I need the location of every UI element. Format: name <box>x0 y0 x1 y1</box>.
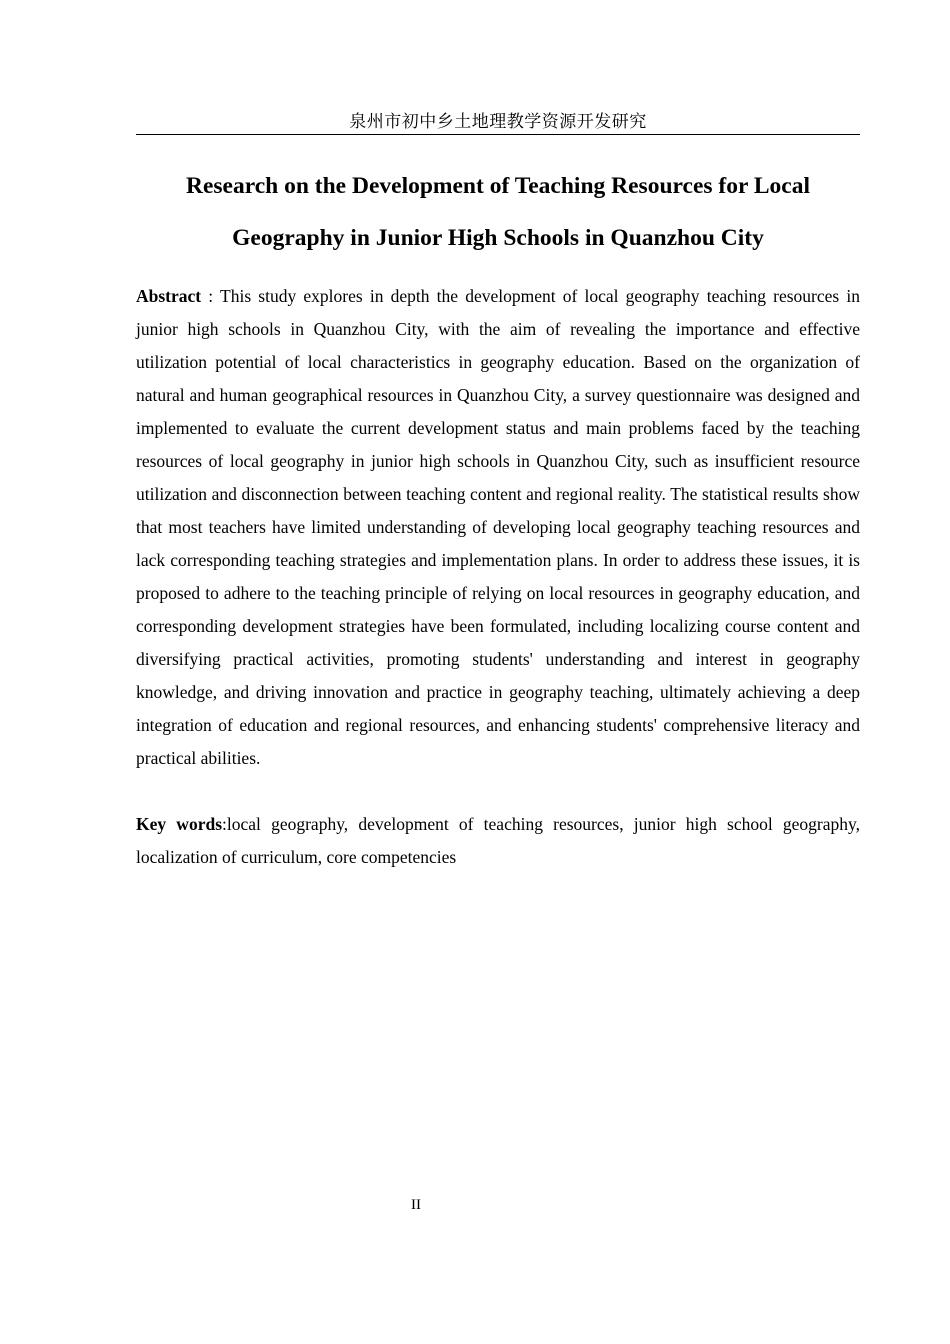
keywords-paragraph <box>136 808 860 874</box>
running-header: 泉州市初中乡土地理教学资源开发研究 <box>136 112 860 135</box>
paper-title-line-1: Research on the Development of Teaching Resources for Local <box>185 173 810 199</box>
abstract-separator: : <box>201 286 221 306</box>
keywords-separator: : <box>222 814 227 834</box>
keywords-label: Key words <box>136 814 223 834</box>
keywords-text: local geography, development of teaching resources, junior high school geography, localization of curriculum, core competencies <box>136 814 861 867</box>
abstract-paragraph <box>136 280 860 775</box>
page-number: II <box>411 1197 421 1213</box>
paper-title <box>136 160 860 264</box>
abstract-text: This study explores in depth the development of local geography teaching resources in junior high schools in Quanzhou City, with the aim of revealing the importance and effective utilization potential of local characteristics in geography education. Based on the organization of natural and human geographical resources in Quanzhou City, a survey questionnaire was designed and implemented to evaluate the current development status and main problems faced by the teaching resources of local geography in junior high schools in Quanzhou City, such as insufficient resource utilization and disconnection between teaching content and regional reality. The statistical results show that most teachers have limited understanding of developing local geography teaching resources and lack corresponding teaching strategies and implementation plans. In order to address these issues, it is proposed to adhere to the teaching principle of relying on local resources in geography education, and corresponding development strategies have been formulated, including localizing course content and diversifying practical activities, promoting students' understanding and interest in geography knowledge, and driving innovation and practice in geography teaching, ultimately achieving a deep integration of education and regional resources, and enhancing students' comprehensive literacy and practical abilities. <box>136 286 861 768</box>
abstract-label: Abstract <box>136 286 202 306</box>
paper-title-line-2: Geography in Junior High Schools in Quanzhou City <box>232 225 764 251</box>
